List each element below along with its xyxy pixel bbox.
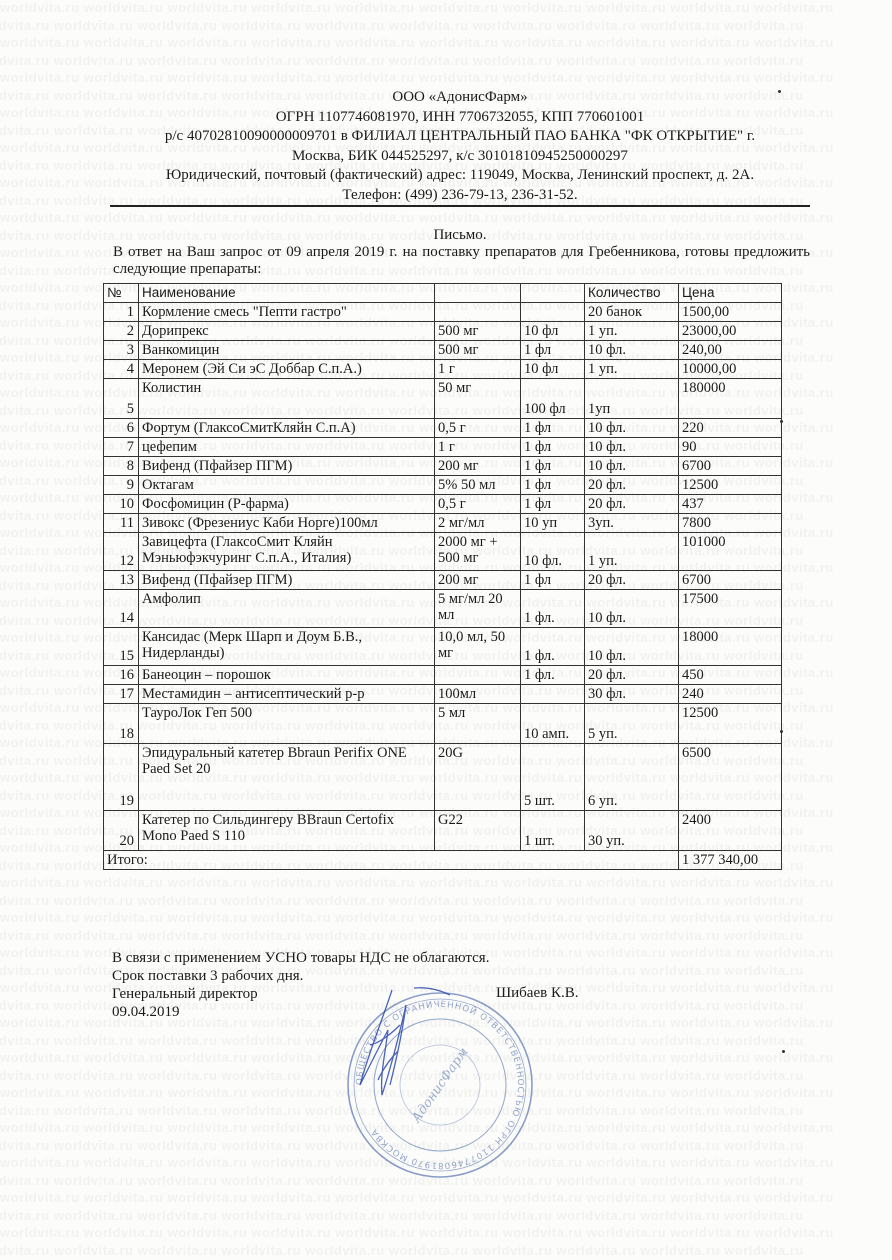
- item-dose: 100мл: [435, 685, 521, 704]
- header-pack: [521, 284, 585, 303]
- offer-table: [103, 283, 782, 870]
- row-number: 4: [104, 360, 139, 379]
- watermark-line: [0, 875, 834, 890]
- row-number: 5: [104, 379, 139, 419]
- delivery-term: Срок поставки 3 рабочих дня.: [112, 968, 304, 984]
- item-name: Завицефта (ГлаксоСмит Кляйн Мэньюфэкчуринг С.п.А., Италия): [139, 533, 435, 571]
- item-name: Ванкомицин: [139, 341, 435, 360]
- header-dose: [435, 284, 521, 303]
- row-number: 18: [104, 704, 139, 744]
- watermark-line: [0, 928, 804, 943]
- item-name: Фосфомицин (Р-фарма): [139, 495, 435, 514]
- item-dose: 5 мг/мл 20 мл: [435, 590, 521, 628]
- item-quantity: 10 фл.: [585, 457, 679, 476]
- row-number: 2: [104, 322, 139, 341]
- item-name: Кансидас (Мерк Шарп и Доум Б.В., Нидерланды): [139, 628, 435, 666]
- item-pack: 1 фл: [521, 341, 585, 360]
- stamp-center-text: АдонисФарм: [409, 1045, 472, 1126]
- table-row: [104, 744, 782, 811]
- item-price: 180000: [679, 379, 782, 419]
- watermark-line: [0, 210, 834, 225]
- item-dose: 500 мг: [435, 341, 521, 360]
- item-pack: 1 фл.: [521, 590, 585, 628]
- item-quantity: 5 уп.: [585, 704, 679, 744]
- item-quantity: 1 уп.: [585, 533, 679, 571]
- item-price: 101000: [679, 533, 782, 571]
- item-quantity: 20 фл.: [585, 666, 679, 685]
- total-row: [104, 851, 782, 870]
- item-pack: 1 фл: [521, 495, 585, 514]
- item-dose: 20G: [435, 744, 521, 811]
- item-quantity: 30 фл.: [585, 685, 679, 704]
- signatory-name: Шибаев К.В.: [496, 985, 579, 1001]
- row-number: 3: [104, 341, 139, 360]
- scan-dot: [780, 730, 783, 733]
- item-pack: 100 фл: [521, 379, 585, 419]
- item-name: Фортум (ГлаксоСмитКляйн С.п.А): [139, 419, 435, 438]
- item-quantity: 30 уп.: [585, 811, 679, 851]
- header-name: Наименование: [139, 284, 435, 303]
- total-value: 1 377 340,00: [679, 851, 782, 870]
- row-number: 17: [104, 685, 139, 704]
- phone-line: Телефон: (499) 236-79-13, 236-31-52.: [342, 186, 578, 203]
- item-quantity: 10 фл.: [585, 590, 679, 628]
- table-row: [104, 495, 782, 514]
- table-row: [104, 322, 782, 341]
- table-row: [104, 341, 782, 360]
- item-dose: 5% 50 мл: [435, 476, 521, 495]
- item-dose: 5 мл: [435, 704, 521, 744]
- letter-date: 09.04.2019: [112, 1004, 180, 1020]
- table-row: [104, 571, 782, 590]
- watermark-line: [0, 0, 834, 15]
- total-label: Итого:: [104, 851, 679, 870]
- scan-dot: [778, 90, 781, 93]
- table-row: [104, 811, 782, 851]
- item-dose: 2000 мг + 500 мг: [435, 533, 521, 571]
- row-number: 1: [104, 303, 139, 322]
- row-number: 16: [104, 666, 139, 685]
- table-row: [104, 666, 782, 685]
- item-dose: G22: [435, 811, 521, 851]
- item-pack: 1 фл: [521, 419, 585, 438]
- table-row: [104, 514, 782, 533]
- watermark-line: [0, 70, 834, 85]
- item-name: Вифенд (Пфайзер ПГМ): [139, 457, 435, 476]
- row-number: 10: [104, 495, 139, 514]
- item-name: Октагам: [139, 476, 435, 495]
- item-name: Зивокс (Фрезениус Каби Норге)100мл: [139, 514, 435, 533]
- item-pack: 1 фл.: [521, 666, 585, 685]
- item-name: Вифенд (Пфайзер ПГМ): [139, 571, 435, 590]
- table-row: [104, 704, 782, 744]
- item-quantity: 6 уп.: [585, 744, 679, 811]
- item-quantity: 20 фл.: [585, 571, 679, 590]
- item-quantity: 10 фл.: [585, 341, 679, 360]
- item-quantity: 20 фл.: [585, 476, 679, 495]
- item-price: 6500: [679, 744, 782, 811]
- table-row: [104, 303, 782, 322]
- item-pack: 1 фл: [521, 476, 585, 495]
- letter-intro: В ответ на Ваш запрос от 09 апреля 2019 г. на поставку препаратов для Гребенникова, готовы предложить следующие препараты:: [113, 244, 810, 277]
- item-pack: 10 фл.: [521, 533, 585, 571]
- table-row: [104, 590, 782, 628]
- header-num: №: [104, 284, 139, 303]
- item-quantity: 10 фл.: [585, 628, 679, 666]
- row-number: 9: [104, 476, 139, 495]
- letterhead: [110, 88, 810, 205]
- row-number: 14: [104, 590, 139, 628]
- watermark-line: [0, 35, 834, 50]
- item-dose: 200 мг: [435, 571, 521, 590]
- item-dose: 200 мг: [435, 457, 521, 476]
- table-header-row: [104, 284, 782, 303]
- item-name: Амфолип: [139, 590, 435, 628]
- company-name: ООО «АдонисФарм»: [392, 89, 528, 105]
- item-pack: 1 шт.: [521, 811, 585, 851]
- item-name: Банеоцин – порошок: [139, 666, 435, 685]
- table-row: [104, 457, 782, 476]
- item-quantity: 3уп.: [585, 514, 679, 533]
- item-price: 2400: [679, 811, 782, 851]
- item-price: 240: [679, 685, 782, 704]
- item-pack: 10 фл: [521, 360, 585, 379]
- item-name: Меронем (Эй Си эС Доббар С.п.А.): [139, 360, 435, 379]
- row-number: 6: [104, 419, 139, 438]
- watermark-line: [0, 893, 804, 908]
- item-name: Кормление смесь "Пепти гастро": [139, 303, 435, 322]
- item-price: 12500: [679, 704, 782, 744]
- row-number: 8: [104, 457, 139, 476]
- watermark-line: [0, 1243, 804, 1258]
- watermark-line: [0, 910, 834, 925]
- address-line: Юридический, почтовый (фактический) адрес: 119049, Москва, Ленинский проспект, д. 2А.: [165, 167, 755, 183]
- item-price: 220: [679, 419, 782, 438]
- item-pack: [521, 685, 585, 704]
- item-price: 437: [679, 495, 782, 514]
- item-price: 6700: [679, 571, 782, 590]
- item-dose: [435, 666, 521, 685]
- item-price: 18000: [679, 628, 782, 666]
- item-price: 1500,00: [679, 303, 782, 322]
- bank-line-2: Москва, БИК 044525297, к/с 30101810945250000297: [292, 147, 628, 164]
- item-dose: 1 г: [435, 360, 521, 379]
- table-row: [104, 476, 782, 495]
- item-dose: 10,0 мл, 50 мг: [435, 628, 521, 666]
- row-number: 20: [104, 811, 139, 851]
- header-quantity: Количество: [585, 284, 679, 303]
- item-pack: [521, 303, 585, 322]
- item-price: 7800: [679, 514, 782, 533]
- item-quantity: 20 фл.: [585, 495, 679, 514]
- item-price: 23000,00: [679, 322, 782, 341]
- item-name: Колистин: [139, 379, 435, 419]
- company-stamp: [340, 985, 540, 1185]
- watermark-line: [0, 1190, 834, 1205]
- scan-dot: [782, 1050, 785, 1053]
- item-name: цефепим: [139, 438, 435, 457]
- stamp-ring-text: ОБЩЕСТВО С ОГРАНИЧЕННОЙ ОТВЕТСТВЕННОСТЬЮ ОГРН 1107746081970 МОСКВА: [354, 999, 526, 1171]
- item-pack: 10 фл: [521, 322, 585, 341]
- item-quantity: 1 уп.: [585, 360, 679, 379]
- row-number: 7: [104, 438, 139, 457]
- watermark-line: [0, 1208, 804, 1223]
- item-price: 6700: [679, 457, 782, 476]
- table-row: [104, 379, 782, 419]
- row-number: 12: [104, 533, 139, 571]
- table-row: [104, 685, 782, 704]
- row-number: 15: [104, 628, 139, 666]
- item-dose: 0,5 г: [435, 495, 521, 514]
- item-dose: 500 мг: [435, 322, 521, 341]
- item-name: Эпидуральный катетер Bbraun Perifix ONE Paed Set 20: [139, 744, 435, 811]
- item-pack: 1 фл.: [521, 628, 585, 666]
- watermark-line: [0, 18, 804, 33]
- item-pack: 5 шт.: [521, 744, 585, 811]
- registration-line: ОГРН 1107746081970, ИНН 7706732055, КПП 770601001: [275, 108, 645, 125]
- letter-title: Письмо.: [433, 227, 487, 243]
- item-quantity: 10 фл.: [585, 438, 679, 457]
- header-divider: [110, 205, 810, 207]
- item-pack: 1 фл: [521, 438, 585, 457]
- item-price: 17500: [679, 590, 782, 628]
- item-dose: 50 мг: [435, 379, 521, 419]
- vat-note: В связи с применением УСНО товары НДС не облагаются.: [112, 950, 490, 966]
- row-number: 13: [104, 571, 139, 590]
- scan-dot: [780, 420, 783, 423]
- table-row: [104, 533, 782, 571]
- table-row: [104, 628, 782, 666]
- item-name: Местамидин – антисептический р-р: [139, 685, 435, 704]
- watermark-line: [0, 53, 804, 68]
- table-row: [104, 360, 782, 379]
- item-quantity: 10 фл.: [585, 419, 679, 438]
- item-pack: 10 уп: [521, 514, 585, 533]
- item-price: 10000,00: [679, 360, 782, 379]
- bank-line-1: р/с 40702810090000009701 в ФИЛИАЛ ЦЕНТРАЛЬНЫЙ ПАО БАНКА "ФК ОТКРЫТИЕ" г.: [164, 128, 756, 144]
- item-price: 12500: [679, 476, 782, 495]
- item-dose: 2 мг/мл: [435, 514, 521, 533]
- item-price: 240,00: [679, 341, 782, 360]
- item-name: Дорипрекс: [139, 322, 435, 341]
- item-quantity: 20 банок: [585, 303, 679, 322]
- row-number: 19: [104, 744, 139, 811]
- watermark-line: [0, 1225, 834, 1240]
- item-pack: 1 фл: [521, 571, 585, 590]
- item-name: ТауроЛок Геп 500: [139, 704, 435, 744]
- item-quantity: 1 уп.: [585, 322, 679, 341]
- item-name: Катетер по Сильдингеру BBraun Certofix Mono Paed S 110: [139, 811, 435, 851]
- row-number: 11: [104, 514, 139, 533]
- table-row: [104, 419, 782, 438]
- header-price: Цена: [679, 284, 782, 303]
- item-quantity: 1уп: [585, 379, 679, 419]
- item-pack: 1 фл: [521, 457, 585, 476]
- item-dose: [435, 303, 521, 322]
- item-dose: 1 г: [435, 438, 521, 457]
- item-price: 90: [679, 438, 782, 457]
- item-price: 450: [679, 666, 782, 685]
- item-pack: 10 амп.: [521, 704, 585, 744]
- table-row: [104, 438, 782, 457]
- director-position: Генеральный директор: [112, 986, 258, 1002]
- item-dose: 0,5 г: [435, 419, 521, 438]
